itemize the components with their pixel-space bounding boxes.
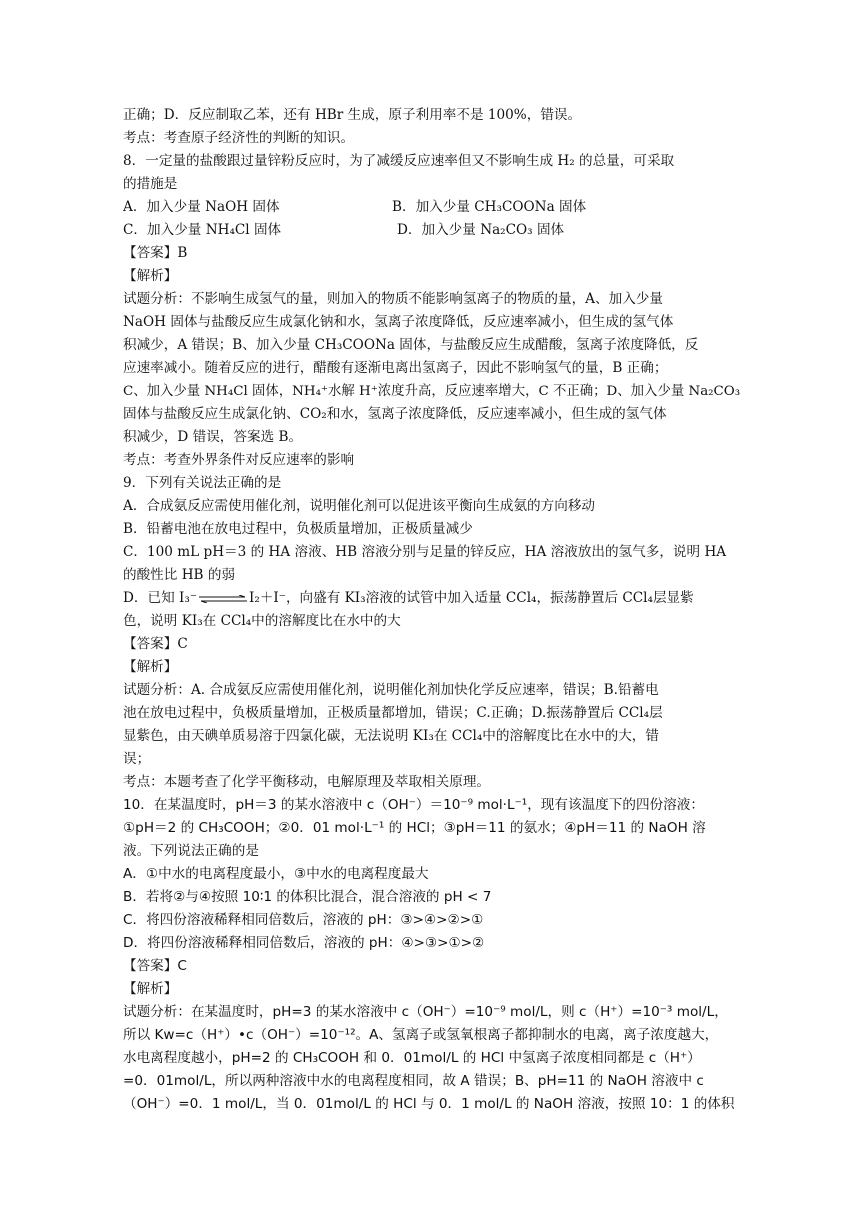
text-line: （OH⁻）=0．1 mol/L，当 0．01mol/L 的 HCl 与 0．1 mol/L 的 NaOH 溶液，按照 10：1 的体积 bbox=[123, 1096, 735, 1112]
text-line: 积减少，A 错误；B、加入少量 CH₃COONa 固体，与盐酸反应生成醋酸，氢离子浓度降低，反 bbox=[123, 337, 699, 353]
text-line: 正确；D．反应制取乙苯，还有 HBr 生成，原子利用率不是 100%，错误。 bbox=[123, 107, 582, 123]
option-b: B．加入少量 CH₃COONa 固体 bbox=[392, 199, 587, 215]
text-line: 池在放电过程中，负极质量增加，正极质量都增加，错误；C.正确；D.振荡静置后 CCl₄层 bbox=[123, 705, 663, 721]
text-line: 试题分析：在某温度时，pH=3 的某水溶液中 c（OH⁻）=10⁻⁹ mol/L，则 c（H⁺）=10⁻³ mol/L， bbox=[123, 1004, 728, 1020]
analysis-label: 【解析】 bbox=[123, 659, 178, 675]
question-8-stem: 8．一定量的盐酸跟过量锌粉反应时，为了减缓反应速率但又不影响生成 H₂ 的总量，可采取 bbox=[123, 153, 675, 169]
option-a: A．加入少量 NaOH 固体 bbox=[123, 199, 280, 215]
text-line: 液。下列说法正确的是 bbox=[123, 843, 259, 859]
option-d-prefix: D．已知 I₃⁻ bbox=[123, 590, 197, 606]
text-line: 水电离程度越小，pH=2 的 CH₃COOH 和 0．01mol/L 的 HCl 中氢离子浓度相同都是 c（H⁺） bbox=[123, 1050, 701, 1066]
text-line: C、加入少量 NH₄Cl 固体，NH₄⁺水解 H⁺浓度升高，反应速率增大，C 不正确；D、加入少量 Na₂CO₃ bbox=[123, 384, 741, 399]
analysis-label: 【解析】 bbox=[123, 981, 178, 997]
option-d: D．将四份溶液稀释相同倍数后，溶液的 pH：④>③>①>② bbox=[123, 935, 485, 951]
option-a: A．合成氨反应需使用催化剂，说明催化剂可以促进该平衡向生成氨的方向移动 bbox=[123, 498, 596, 514]
option-a: A．①中水的电离程度最小，③中水的电离程度最大 bbox=[123, 866, 429, 882]
answer-label: 【答案】C bbox=[123, 636, 188, 652]
option-b: B．若将②与④按照 10∶1 的体积比混合，混合溶液的 pH < 7 bbox=[123, 889, 492, 905]
equilibrium-arrow-icon bbox=[199, 595, 247, 603]
text-line: 误； bbox=[123, 751, 151, 767]
text-line: 色，说明 KI₃在 CCl₄中的溶解度比在水中的大 bbox=[123, 613, 401, 629]
text-line: NaOH 固体与盐酸反应生成氯化钠和水，氢离子浓度降低，反应速率减小，但生成的氢气体 bbox=[123, 314, 674, 330]
analysis-label: 【解析】 bbox=[123, 268, 178, 284]
text-line: 显紫色，由天碘单质易溶于四氯化碳，无法说明 KI₃在 CCl₄中的溶解度比在水中的大，错 bbox=[123, 728, 659, 744]
text-line: 应速率减小。随着反应的进行，醋酸有逐渐电离出氢离子，因此不影响氢气的量，B 正确； bbox=[123, 360, 668, 376]
text-line: 考点：考查原子经济性的判断的知识。 bbox=[123, 130, 355, 146]
answer-label: 【答案】C bbox=[123, 958, 187, 974]
text-line: 考点：本题考查了化学平衡移动，电解原理及萃取相关原理。 bbox=[123, 774, 491, 790]
option-d: D．加入少量 Na₂CO₃ 固体 bbox=[397, 222, 565, 238]
answer-label: 【答案】B bbox=[123, 245, 188, 261]
option-c: C．100 mL pH＝3 的 HA 溶液、HB 溶液分别与足量的锌反应，HA 溶液放出的氢气多，说明 HA bbox=[123, 544, 727, 560]
text-line: 考点：考查外界条件对反应速率的影响 bbox=[123, 452, 355, 468]
option-b: B．铅蓄电池在放电过程中，负极质量增加，正极质量减少 bbox=[123, 521, 473, 537]
text-line: 试题分析：A. 合成氨反应需使用催化剂，说明催化剂加快化学反应速率，错误；B.铅蓄电 bbox=[123, 682, 659, 698]
option-c: C．加入少量 NH₄Cl 固体 bbox=[123, 222, 282, 238]
text-line: 积减少，D 错误，答案选 B。 bbox=[123, 429, 303, 445]
question-9-stem: 9．下列有关说法正确的是 bbox=[123, 475, 282, 491]
option-d-rest: I₂＋I⁻，向盛有 KI₃溶液的试管中加入适量 CCl₄，振荡静置后 CCl₄层显紫 bbox=[249, 590, 694, 606]
text-line: 所以 Kw=c（H⁺）•c（OH⁻）=10⁻¹²。A、氢离子或氢氧根离子都抑制水的电离，离子浓度越大， bbox=[123, 1027, 719, 1043]
option-d bbox=[123, 588, 743, 610]
question-10-stem: 10．在某温度时，pH＝3 的某水溶液中 c（OH⁻）＝10⁻⁹ mol·L⁻¹，现有该温度下的四份溶液： bbox=[123, 797, 704, 813]
text-line: =0．01mol/L，所以两种溶液中水的电离程度相同，故 A 错误；B、pH=11 的 NaOH 溶液中 c bbox=[123, 1073, 704, 1089]
option-c: C．将四份溶液稀释相同倍数后，溶液的 pH：③>④>②>① bbox=[123, 912, 484, 928]
text-line: 试题分析：不影响生成氢气的量，则加入的物质不能影响氢离子的物质的量，A、加入少量 bbox=[123, 291, 663, 307]
text-line: 固体与盐酸反应生成氯化钠、CO₂和水，氢离子浓度降低，反应速率减小，但生成的氢气体 bbox=[123, 406, 667, 422]
text-line: 的措施是 bbox=[123, 176, 178, 192]
text-line: 的酸性比 HB 的弱 bbox=[123, 567, 236, 583]
text-line: ①pH＝2 的 CH₃COOH；②0．01 mol·L⁻¹ 的 HCl；③pH＝11 的氨水；④pH＝11 的 NaOH 溶 bbox=[123, 820, 706, 836]
